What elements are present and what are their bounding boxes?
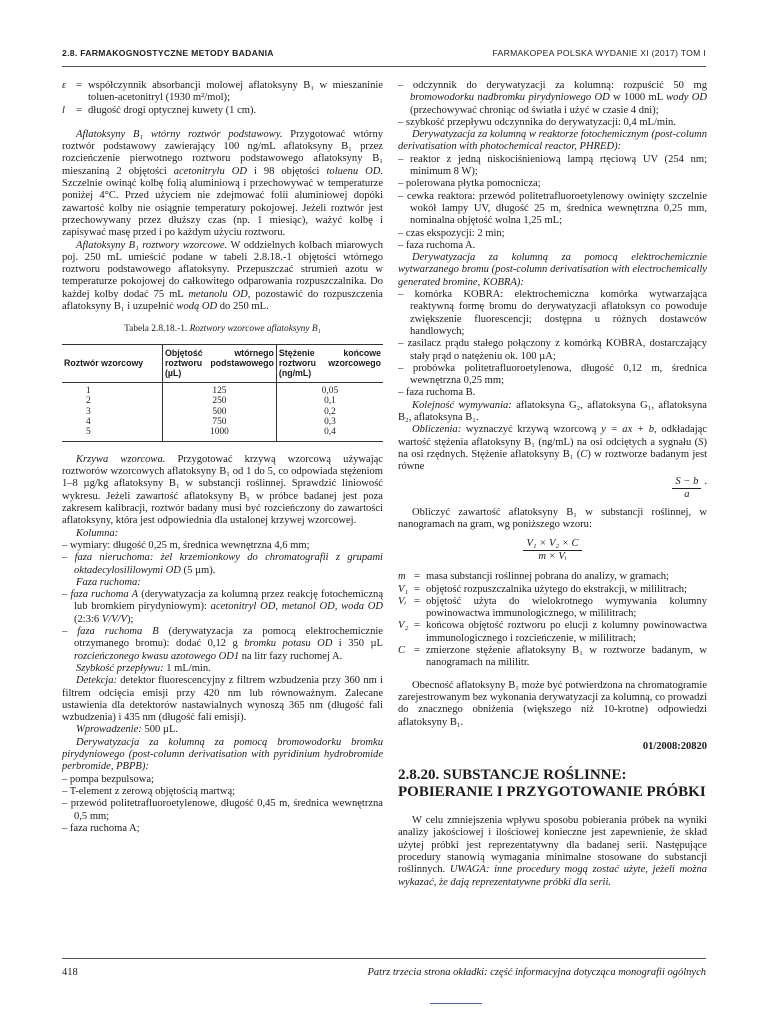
table-row: 3 500 0,2	[62, 407, 383, 417]
list-item: – faza ruchoma B.	[398, 387, 476, 399]
definition-item: V₂ = końcowa objętość roztworu po elucji z kolumny powinowactwa immunologicznego i rozcieńczenie, w mililitrach;	[398, 620, 707, 644]
list-item: – faza nieruchoma: żel krzemionkowy do chromatografii z grupami oktadecylosililowymi OD (5 µm).	[62, 552, 383, 576]
table-row: 4 750 0,3	[62, 417, 383, 427]
list-item: – T-element z zerową objętością martwą;	[62, 785, 236, 797]
list-item: – cewka reaktora: przewód politetrafluoroetylenowy owinięty szczelnie wokół lampy UV, długość 25 m, średnica wewnętrzna 0,25 mm, nominalna objętość wolna 1,25 mL;	[398, 190, 707, 227]
derivatisation-phred: Derywatyzacja za kolumną w reaktorze fotochemicznym (post-column derivatisation with photochemical reactor, PHRED):	[398, 129, 707, 153]
list-item: – odczynnik do derywatyzacji za kolumną: rozpuścić 50 mg bromowodorku nadbromku pirydyniowego OD w 1000 mL wody OD (przechowywać chroniąc od światła i użyć w czasie 4 dni);	[398, 80, 707, 116]
header-publication: FARMAKOPEA POLSKA WYDANIE XI (2017) TOM I	[492, 48, 706, 58]
list-item: – faza ruchoma A (derywatyzacja za kolumną przez reakcję fotochemiczną lub bromkiem pirydyniowym): acetonitryl OD, metanol OD, woda OD (2:3:6 V/V/V);	[62, 589, 383, 625]
section-title: 2.8.20. SUBSTANCJE ROŚLINNE: POBIERANIE I PRZYGOTOWANIE PRÓBKI	[398, 767, 706, 801]
table-header-cell: Stężenie końcowe roztworu wzorcowego (ng/mL)	[276, 344, 383, 382]
list-item: – zasilacz prądu stałego połączony z komórką KOBRA, dostarczający stały prąd o natężeniu ok. 100 µA;	[398, 338, 707, 362]
sampling-paragraph: W celu zmniejszenia wpływu sposobu pobierania próbek na wyniki analizy jakościowej i ilościowej konieczne jest zapewnienie, że skład użytej próbki jest reprezentatywny dla badanej serii. Następujące procedury stanowią wymagania minimalne stosowane do substancji roślinnych. UWAGA: inne procedury mogą zostać użyte, jeżeli można wykazać, że dają reprezentatywne próbki dla serii.	[398, 815, 707, 888]
definition-item: V₁ = objętość rozpuszczalnika użytego do ekstrakcji, w mililitrach;	[398, 583, 687, 595]
injection: Wprowadzenie: 500 µL.	[76, 724, 179, 736]
definition-epsilon: ε = współczynnik absorbancji molowej aflatoksyny B₁ w mieszaninie toluen-acetonitryl (1930 m²/mol);	[62, 80, 383, 104]
list-item: – faza ruchoma A.	[398, 239, 476, 251]
derivatisation-kobra: Derywatyzacja za kolumną za pomocą elektrochemicznie wytwarzanego bromu (post-column derivatisation with electrochemically generated bromine, KOBRA):	[398, 252, 707, 288]
list-item: – polerowana płytka pomocnicza;	[398, 178, 541, 190]
definition-item: m = masa substancji roślinnej pobrana do analizy, w gramach;	[398, 571, 669, 583]
monograph-code: 01/2008:20820	[642, 740, 707, 752]
elution-order: Kolejność wymywania: aflatoksyna G₂, aflatoksyna G₁, aflatoksyna B₂, aflatoksyna B₁.	[398, 399, 707, 424]
footer-note: Patrz trzecia strona okładki: część informacyjna dotycząca monografii ogólnych	[367, 967, 706, 978]
paragraph-calibration: Krzywa wzorcowa. Przygotować krzywą wzorcową używając roztworów wzorcowych aflatoksyny B₁ od 1 do 5, co odpowiada stężeniom 1–8 µg/kg aflatoksyny B₁ w substancji roślinnej. Sprawdzić liniowość wykresu. Jeżeli zawartość aflatoksyny B₁ w próbce badanej jest poza zakresem kalibracji, roztwór badany musi być rozcieńczony do zawartości aflatoksyny, która jest odpowiednia dla ustalonej krzywej wzorcowej.	[62, 453, 383, 527]
definition-item: C = zmierzone stężenie aflatoksyny B₁ w roztworze badanym, w nanogramach na mililitr.	[398, 645, 707, 669]
table-caption: Tabela 2.8.18.-1. Roztwory wzorcowe aflatoksyny B₁	[124, 324, 321, 335]
definition-l: l = długość drogi optycznej kuwety (1 cm).	[62, 104, 257, 116]
list-item: – faza ruchoma A;	[62, 822, 140, 834]
running-header	[62, 48, 706, 64]
list-item: – probówka politetrafluoroetylenowa, długość 0,12 m, średnica wewnętrzna 0,25 mm;	[398, 362, 707, 387]
list-item: – pompa bezpulsowa;	[62, 773, 154, 785]
flow-rate: Szybkość przepływu: 1 mL/min.	[76, 662, 211, 674]
header-section: 2.8. FARMAKOGNOSTYCZNE METODY BADANIA	[62, 48, 274, 58]
header-rule	[62, 66, 706, 67]
paragraph-standard-solutions: Aflatoksyny B₁ roztwory wzorcowe. W oddzielnych kolbach miarowych poj. 250 mL umieścić podane w tabeli 2.8.18.-1 objętości wtórnego roztworu podstawowego aflatoksyny. Przepuszczać strumień azotu w temperaturze pokojowej do całkowitego odparowania rozpuszczalnika. Do każdej kolby dodać 75 mL metanolu OD, pozostawić do rozpuszczenia aflatoksyny B₁ i uzupełnić wodą OD do 250 mL.	[62, 239, 383, 313]
table-header-cell: Roztwór wzorcowy	[62, 344, 163, 382]
label-column: Kolumna:	[76, 527, 119, 539]
paragraph-secondary-stock: Aflatoksyny B₁ wtórny roztwór podstawowy. Przygotować wtórny roztwór podstawowy zawierający 100 ng/mL aflatoksyny B₁ przez rozcieńczenie pierwotnego roztworu podstawowego aflatoksyny B₁ mieszaniną 2 objętości acetonitrylu OD i 98 objętości toluenu OD. Szczelnie owinąć kolbę folią aluminiową i przechowywać w temperaturze poniżej 4°C. Przed użyciem nie zdejmować folii aluminiowej dopóki zawartość kolby nie osiągnie temperatury pokojowej. Jeżeli roztwór jest przechowywany przez dłuższy czas (np. 1 miesiąc), ważyć kolbę i zapisywać masę przed i po każdym użyciu roztworu.	[62, 128, 383, 239]
table-row: 2 250 0,1	[62, 396, 383, 406]
list-item: – szybkość przepływu odczynnika do derywatyzacji: 0,4 mL/min.	[398, 116, 676, 128]
link-underline	[430, 1003, 482, 1004]
table-header-cell: Objętość wtórnego roztworu podstawowego (µL)	[163, 344, 277, 382]
formula-content: $\frac{\text{V₁ × V₂ × C}}{\text{m × Vᵢ}}$	[398, 538, 707, 564]
right-column	[398, 80, 707, 889]
formula-definitions	[398, 571, 707, 669]
page-number: 418	[62, 967, 78, 978]
calculations: Obliczenia: wyznaczyć krzywą wzorcową y = ax + b, odkładając wartość stężenia aflatoksyny B₁ (ng/mL) na osi odciętych a sygnału (S) na osi rzędnych. Stężenie aflatoksyny B₁ (C) w roztworze badanym jest równe	[398, 424, 708, 473]
standards-table	[62, 344, 383, 442]
list-item: – komórka KOBRA: elektrochemiczna komórka wytwarzająca reaktywną formę bromu do derywatyzacji aflatoksyn co powoduje zwiększenie fluorescencji; dostępna u różnych dostawców handlowych;	[398, 289, 707, 337]
content-instruction: Obliczyć zawartość aflatoksyny B₁ w substancji roślinnej, w nanogramach na gram, wg poniższego wzoru:	[398, 507, 707, 531]
list-item: – czas ekspozycji: 2 min;	[398, 227, 505, 239]
list-item: – przewód politetrafluoroetylenowe, długość 0,45 m, średnica wewnętrzna 0,5 mm;	[62, 798, 383, 822]
table-row: 1 125 0,05	[62, 382, 383, 396]
footer-rule	[62, 958, 706, 959]
list-item: – wymiary: długość 0,25 m, średnica wewnętrzna 4,6 mm;	[62, 539, 310, 551]
list-item: – faza ruchoma B (derywatyzacja za pomocą elektrochemicznie otrzymanego bromu): dodać 0,12 g bromku potasu OD i 350 µL rozcieńczonego kwasu azotowego OD1 na litr fazy ruchomej A.	[62, 626, 383, 662]
label-mobile-phase: Faza ruchoma:	[76, 576, 141, 588]
list-item: – reaktor z jedną niskociśnieniową lampą rtęciową UV (254 nm; minimum 8 W);	[398, 153, 707, 178]
derivatisation-pbpb: Derywatyzacja za kolumną za pomocą bromowodorku bromku pirydyniowego (post-column derivatisation with pyridinium hydrobromide perbromide, PBPB):	[62, 736, 383, 773]
confirmation-paragraph: Obecność aflatoksyny B₁ może być potwierdzona na chromatogramie zarejestrowanym bez wykonania derywatyzacji za kolumną, co prowadzi do znacznego obniżenia (większego niż 10-krotne) odpowiedzi aflatoksyny B₁.	[398, 679, 707, 728]
detection: Detekcja: detektor fluorescencyjny z filtrem wzbudzenia przy 360 nm i filtrem odcięcia emisji przy 420 nm lub równoważnym. Zalecane ustawienia dla detektorów nastawialnych wynoszą 365 nm (długość fali wzbudzenia) i 435 nm (długość fali emisji).	[62, 675, 383, 724]
left-column	[62, 80, 383, 835]
definition-item: Vᵢ = objętość użyta do wielokrotnego wymywania kolumny powinowactwa immunologicznego, w mililitrach;	[398, 595, 707, 620]
formula-concentration: $\frac{S - b}{a}$ .	[398, 476, 707, 502]
table-row: 5 1000 0,4	[62, 427, 383, 441]
